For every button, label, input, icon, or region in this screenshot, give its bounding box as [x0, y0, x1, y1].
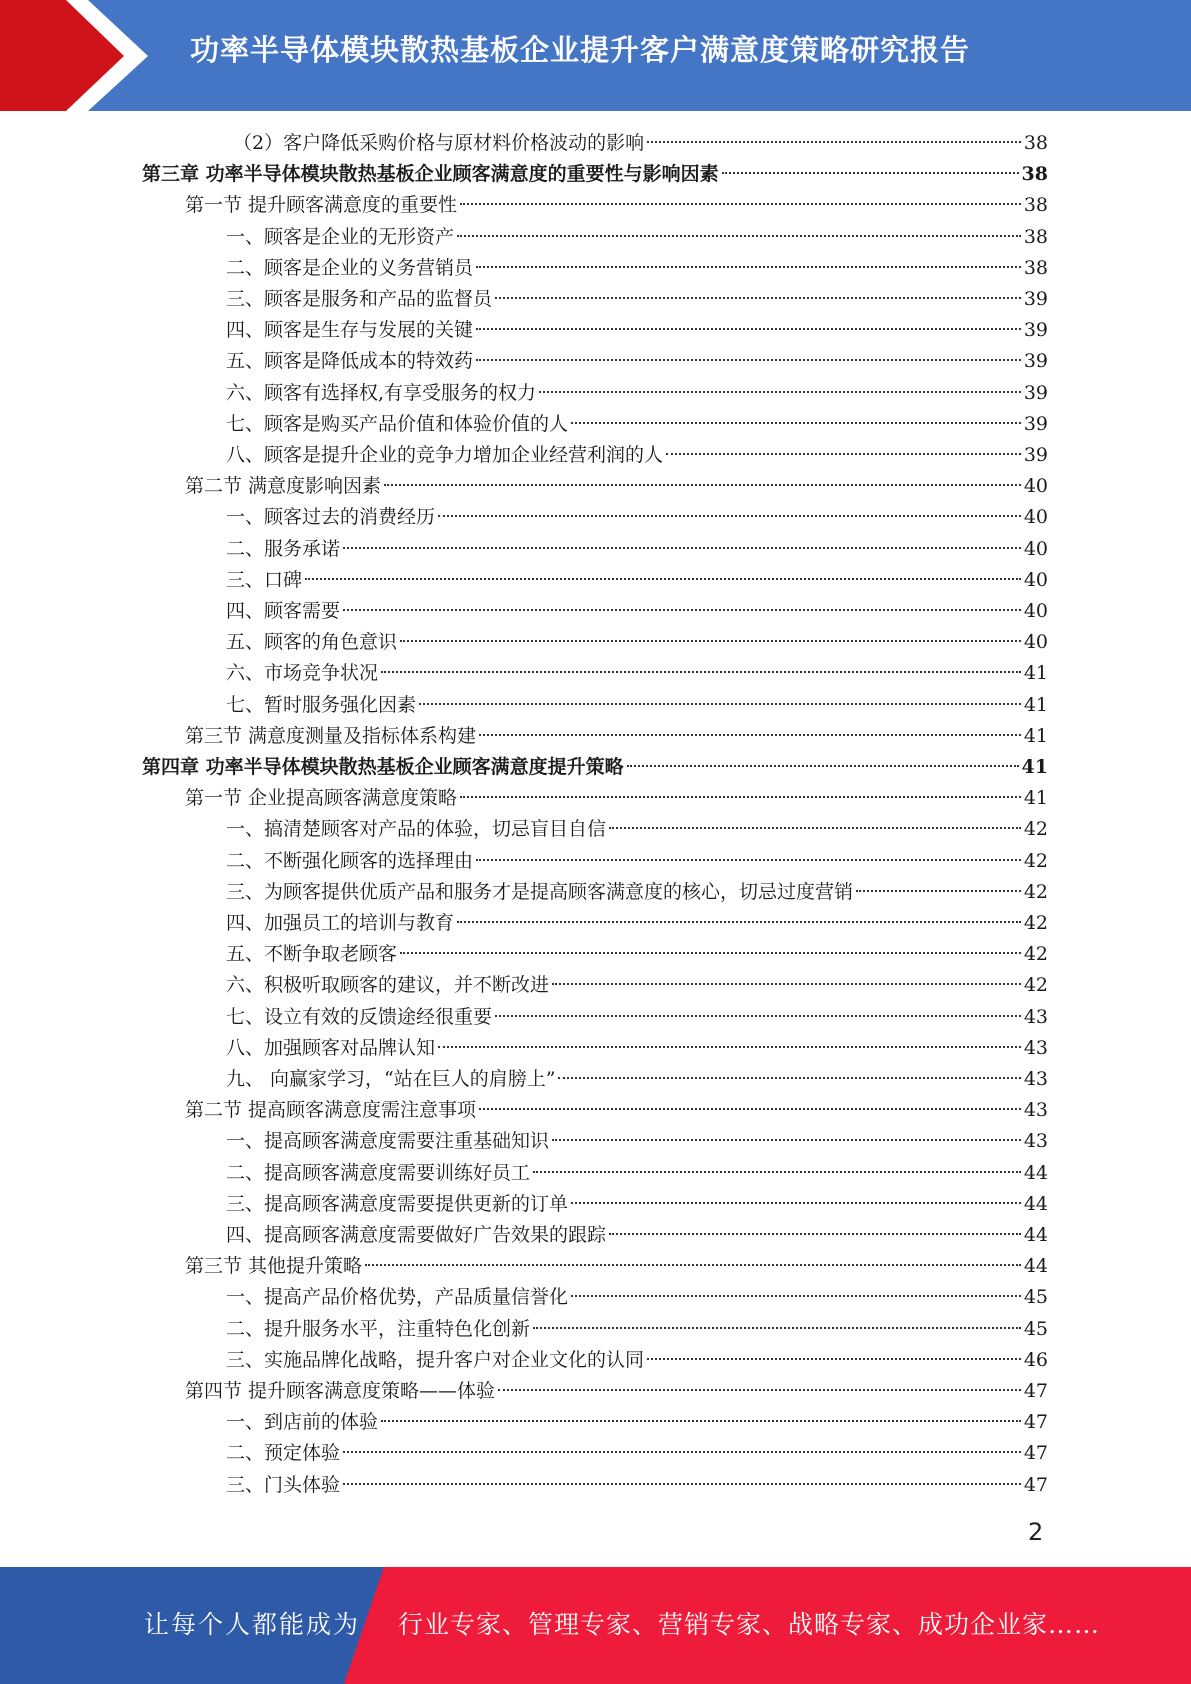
page-number: 2 [1028, 1518, 1044, 1546]
toc-entry-title: 九、 向赢家学习，“站在巨人的肩膀上” [226, 1068, 556, 1090]
toc-subsection-entry[interactable] [226, 284, 1048, 315]
toc-page-number: 44 [1023, 1193, 1048, 1215]
toc-entry-title: 四、提高顾客满意度需要做好广告效果的跟踪 [226, 1224, 607, 1246]
toc-entry-title: 三、为顾客提供优质产品和服务才是提高顾客满意度的核心，切忌过度营销 [226, 881, 854, 903]
toc-entry-title: 五、不断争取老顾客 [226, 943, 398, 965]
toc-dot-leader [479, 1108, 1021, 1110]
toc-section-entry[interactable] [185, 721, 1048, 752]
toc-entry-title: 三、顾客是服务和产品的监督员 [226, 288, 493, 310]
toc-subsection-entry[interactable] [226, 658, 1048, 689]
toc-subsection-entry[interactable] [226, 1158, 1048, 1189]
toc-dot-leader [460, 796, 1021, 798]
toc-subsection-entry[interactable] [226, 939, 1048, 970]
toc-dot-leader [666, 453, 1021, 455]
toc-dot-leader [419, 703, 1021, 705]
toc-entry-title: 七、暂时服务强化因素 [226, 694, 417, 716]
toc-entry-title: 一、顾客过去的消费经历 [226, 506, 436, 528]
toc-dot-leader [571, 1295, 1021, 1297]
toc-dot-leader [647, 1358, 1021, 1360]
toc-dot-leader [381, 1420, 1021, 1422]
toc-subsection-entry[interactable] [226, 1033, 1048, 1064]
toc-entry-title: 第四章 功率半导体模块散热基板企业顾客满意度提升策略 [142, 756, 624, 778]
toc-entry-title: 三、实施品牌化战略，提升客户对企业文化的认同 [226, 1349, 645, 1371]
toc-entry-title: 第三章 功率半导体模块散热基板企业顾客满意度的重要性与影响因素 [142, 163, 719, 185]
toc-dot-leader [343, 609, 1021, 611]
toc-subsection-entry[interactable] [226, 440, 1048, 471]
toc-page-number: 41 [1023, 694, 1048, 716]
toc-page-number: 47 [1023, 1442, 1048, 1464]
toc-dot-leader [533, 1327, 1021, 1329]
toc-page-number: 38 [1023, 194, 1048, 216]
toc-page-number: 39 [1023, 350, 1048, 372]
toc-subsection-entry[interactable] [233, 128, 1048, 159]
toc-dot-leader [539, 391, 1021, 393]
toc-subsection-entry[interactable] [226, 970, 1048, 1001]
toc-page-number: 42 [1023, 881, 1048, 903]
toc-dot-leader [552, 983, 1021, 985]
toc-page-number: 43 [1023, 1068, 1048, 1090]
toc-dot-leader [609, 827, 1021, 829]
toc-section-entry[interactable] [185, 1376, 1048, 1407]
toc-dot-leader [571, 422, 1021, 424]
toc-entry-title: 八、加强顾客对品牌认知 [226, 1037, 436, 1059]
toc-subsection-entry[interactable] [226, 253, 1048, 284]
toc-page-number: 40 [1023, 631, 1048, 653]
toc-entry-title: 第一节 提升顾客满意度的重要性 [185, 194, 458, 216]
toc-subsection-entry[interactable] [226, 1282, 1048, 1313]
toc-page-number: 42 [1023, 943, 1048, 965]
toc-entry-title: 三、门头体验 [226, 1474, 341, 1496]
toc-subsection-entry[interactable] [226, 222, 1048, 253]
toc-entry-title: 第一节 企业提高顾客满意度策略 [185, 787, 458, 809]
toc-dot-leader [438, 515, 1021, 517]
toc-entry-title: 一、顾客是企业的无形资产 [226, 226, 455, 248]
toc-entry-title: 第四节 提升顾客满意度策略——体验 [185, 1380, 496, 1402]
toc-dot-leader [495, 297, 1021, 299]
toc-subsection-entry[interactable] [226, 846, 1048, 877]
toc-entry-title: 四、顾客需要 [226, 600, 341, 622]
toc-page-number: 42 [1023, 818, 1048, 840]
toc-entry-title: 第二节 提高顾客满意度需注意事项 [185, 1099, 477, 1121]
toc-dot-leader [457, 235, 1021, 237]
toc-subsection-entry[interactable] [226, 814, 1048, 845]
toc-page-number: 39 [1023, 413, 1048, 435]
toc-page-number: 45 [1023, 1286, 1048, 1308]
toc-dot-leader [365, 1264, 1021, 1266]
toc-page-number: 40 [1023, 569, 1048, 591]
toc-subsection-entry[interactable] [226, 534, 1048, 565]
toc-section-entry[interactable] [185, 471, 1048, 502]
toc-entry-title: 一、提高顾客满意度需要注重基础知识 [226, 1130, 550, 1152]
toc-page-number: 47 [1023, 1411, 1048, 1433]
toc-dot-leader [305, 578, 1021, 580]
toc-entry-title: 二、提升服务水平，注重特色化创新 [226, 1318, 531, 1340]
toc-page-number: 40 [1023, 506, 1048, 528]
toc-entry-title: 五、顾客的角色意识 [226, 631, 398, 653]
toc-section-entry[interactable] [185, 783, 1048, 814]
toc-entry-title: 一、到店前的体验 [226, 1411, 379, 1433]
toc-entry-title: 七、设立有效的反馈途经很重要 [226, 1006, 493, 1028]
toc-entry-title: 二、服务承诺 [226, 538, 341, 560]
toc-entry-title: 二、不断强化顾客的选择理由 [226, 850, 474, 872]
toc-dot-leader [856, 890, 1021, 892]
toc-dot-leader [627, 765, 1019, 767]
toc-page-number: 38 [1023, 132, 1048, 154]
toc-dot-leader [722, 172, 1019, 174]
toc-entry-title: 六、市场竞争状况 [226, 662, 379, 684]
toc-page-number: 42 [1023, 974, 1048, 996]
toc-entry-title: 四、加强员工的培训与教育 [226, 912, 455, 934]
toc-subsection-entry[interactable] [226, 596, 1048, 627]
toc-subsection-entry[interactable] [226, 565, 1048, 596]
toc-entry-title: 三、口碑 [226, 569, 303, 591]
toc-entry-title: 二、顾客是企业的义务营销员 [226, 257, 474, 279]
toc-dot-leader [476, 328, 1021, 330]
toc-dot-leader [343, 547, 1021, 549]
toc-subsection-entry[interactable] [226, 627, 1048, 658]
toc-subsection-entry[interactable] [226, 409, 1048, 440]
toc-section-entry[interactable] [185, 1095, 1048, 1126]
toc-entry-title: 一、搞清楚顾客对产品的体验，切忌盲目自信 [226, 818, 607, 840]
toc-dot-leader [495, 1015, 1021, 1017]
toc-dot-leader [438, 1046, 1021, 1048]
toc-chapter-entry[interactable] [142, 159, 1048, 190]
toc-subsection-entry[interactable] [226, 1438, 1048, 1469]
toc-dot-leader [476, 859, 1021, 861]
toc-entry-title: 第三节 其他提升策略 [185, 1255, 363, 1277]
toc-subsection-entry[interactable] [226, 1345, 1048, 1376]
toc-page-number: 39 [1023, 382, 1048, 404]
toc-page-number: 40 [1023, 475, 1048, 497]
toc-dot-leader [571, 1202, 1021, 1204]
toc-page-number: 39 [1023, 319, 1048, 341]
toc-entry-title: 八、顾客是提升企业的竞争力增加企业经营利润的人 [226, 444, 664, 466]
toc-subsection-entry[interactable] [226, 1126, 1048, 1157]
toc-page-number: 46 [1023, 1349, 1048, 1371]
toc-dot-leader [533, 1171, 1021, 1173]
toc-entry-title: 三、提高顾客满意度需要提供更新的订单 [226, 1193, 569, 1215]
toc-subsection-entry[interactable] [226, 877, 1048, 908]
toc-subsection-entry[interactable] [226, 690, 1048, 721]
toc-entry-title: （2）客户降低采购价格与原材料价格波动的影响 [233, 132, 645, 154]
toc-dot-leader [460, 203, 1021, 205]
toc-subsection-entry[interactable] [226, 502, 1048, 533]
toc-dot-leader [384, 484, 1021, 486]
toc-dot-leader [457, 921, 1021, 923]
header-banner [0, 0, 1191, 111]
toc-page-number: 38 [1023, 257, 1048, 279]
toc-entry-title: 七、顾客是购买产品价值和体验价值的人 [226, 413, 569, 435]
toc-dot-leader [609, 1233, 1021, 1235]
toc-chapter-entry[interactable] [142, 752, 1048, 783]
toc-page-number: 43 [1023, 1037, 1048, 1059]
toc-subsection-entry[interactable] [226, 1002, 1048, 1033]
report-title: 功率半导体模块散热基板企业提升客户满意度策略研究报告 [190, 33, 971, 67]
toc-page-number: 41 [1021, 756, 1048, 778]
toc-subsection-entry[interactable] [226, 908, 1048, 939]
toc-page-number: 41 [1023, 662, 1048, 684]
footer-slogan-left: 让每个人都能成为 [144, 1610, 361, 1639]
toc-dot-leader [343, 1451, 1021, 1453]
toc-entry-title: 五、顾客是降低成本的特效药 [226, 350, 474, 372]
toc-page-number: 47 [1023, 1474, 1048, 1496]
toc-subsection-entry[interactable] [226, 1470, 1048, 1501]
toc-page-number: 39 [1023, 444, 1048, 466]
toc-entry-title: 六、积极听取顾客的建议，并不断改进 [226, 974, 550, 996]
toc-subsection-entry[interactable] [226, 1220, 1048, 1251]
toc-entry-title: 二、预定体验 [226, 1442, 341, 1464]
toc-page-number: 45 [1023, 1318, 1048, 1340]
toc-page-number: 40 [1023, 538, 1048, 560]
toc-dot-leader [400, 640, 1021, 642]
toc-page-number: 44 [1023, 1255, 1048, 1277]
toc-entry-title: 四、顾客是生存与发展的关键 [226, 319, 474, 341]
toc-dot-leader [558, 1077, 1020, 1079]
toc-page-number: 47 [1023, 1380, 1048, 1402]
footer-slogan-right: 行业专家、管理专家、营销专家、战略专家、成功企业家…… [398, 1610, 1101, 1639]
toc-entry-title: 第三节 满意度测量及指标体系构建 [185, 725, 477, 747]
toc-page-number: 43 [1023, 1130, 1048, 1152]
toc-dot-leader [552, 1139, 1021, 1141]
toc-subsection-entry[interactable] [226, 346, 1048, 377]
toc-dot-leader [476, 359, 1021, 361]
toc-dot-leader [647, 141, 1021, 143]
footer-banner [0, 1567, 1191, 1684]
toc-dot-leader [498, 1389, 1021, 1391]
toc-subsection-entry[interactable] [226, 1189, 1048, 1220]
toc-subsection-entry[interactable] [226, 378, 1048, 409]
toc-entry-title: 一、提高产品价格优势，产品质量信誉化 [226, 1286, 569, 1308]
toc-page-number: 41 [1023, 725, 1048, 747]
toc-subsection-entry[interactable] [226, 1407, 1048, 1438]
toc-page-number: 41 [1023, 787, 1048, 809]
toc-dot-leader [381, 671, 1021, 673]
toc-page-number: 38 [1021, 163, 1048, 185]
toc-page-number: 43 [1023, 1099, 1048, 1121]
toc-dot-leader [476, 266, 1021, 268]
toc-section-entry[interactable] [185, 1251, 1048, 1282]
toc-subsection-entry[interactable] [226, 1314, 1048, 1345]
toc-subsection-entry[interactable] [226, 315, 1048, 346]
toc-entry-title: 六、顾客有选择权,有享受服务的权力 [226, 382, 537, 404]
toc-section-entry[interactable] [185, 190, 1048, 221]
toc-entry-title: 第二节 满意度影响因素 [185, 475, 382, 497]
toc-page-number: 39 [1023, 288, 1048, 310]
toc-entry-title: 二、提高顾客满意度需要训练好员工 [226, 1162, 531, 1184]
toc-page-number: 43 [1023, 1006, 1048, 1028]
toc-page-number: 42 [1023, 850, 1048, 872]
toc-page-number: 42 [1023, 912, 1048, 934]
toc-dot-leader [400, 952, 1021, 954]
toc-dot-leader [343, 1483, 1021, 1485]
toc-page-number: 40 [1023, 600, 1048, 622]
toc-page-number: 44 [1023, 1162, 1048, 1184]
toc-page-number: 44 [1023, 1224, 1048, 1246]
toc-subsection-entry[interactable] [226, 1064, 1048, 1095]
toc-dot-leader [479, 734, 1021, 736]
toc-page-number: 38 [1023, 226, 1048, 248]
